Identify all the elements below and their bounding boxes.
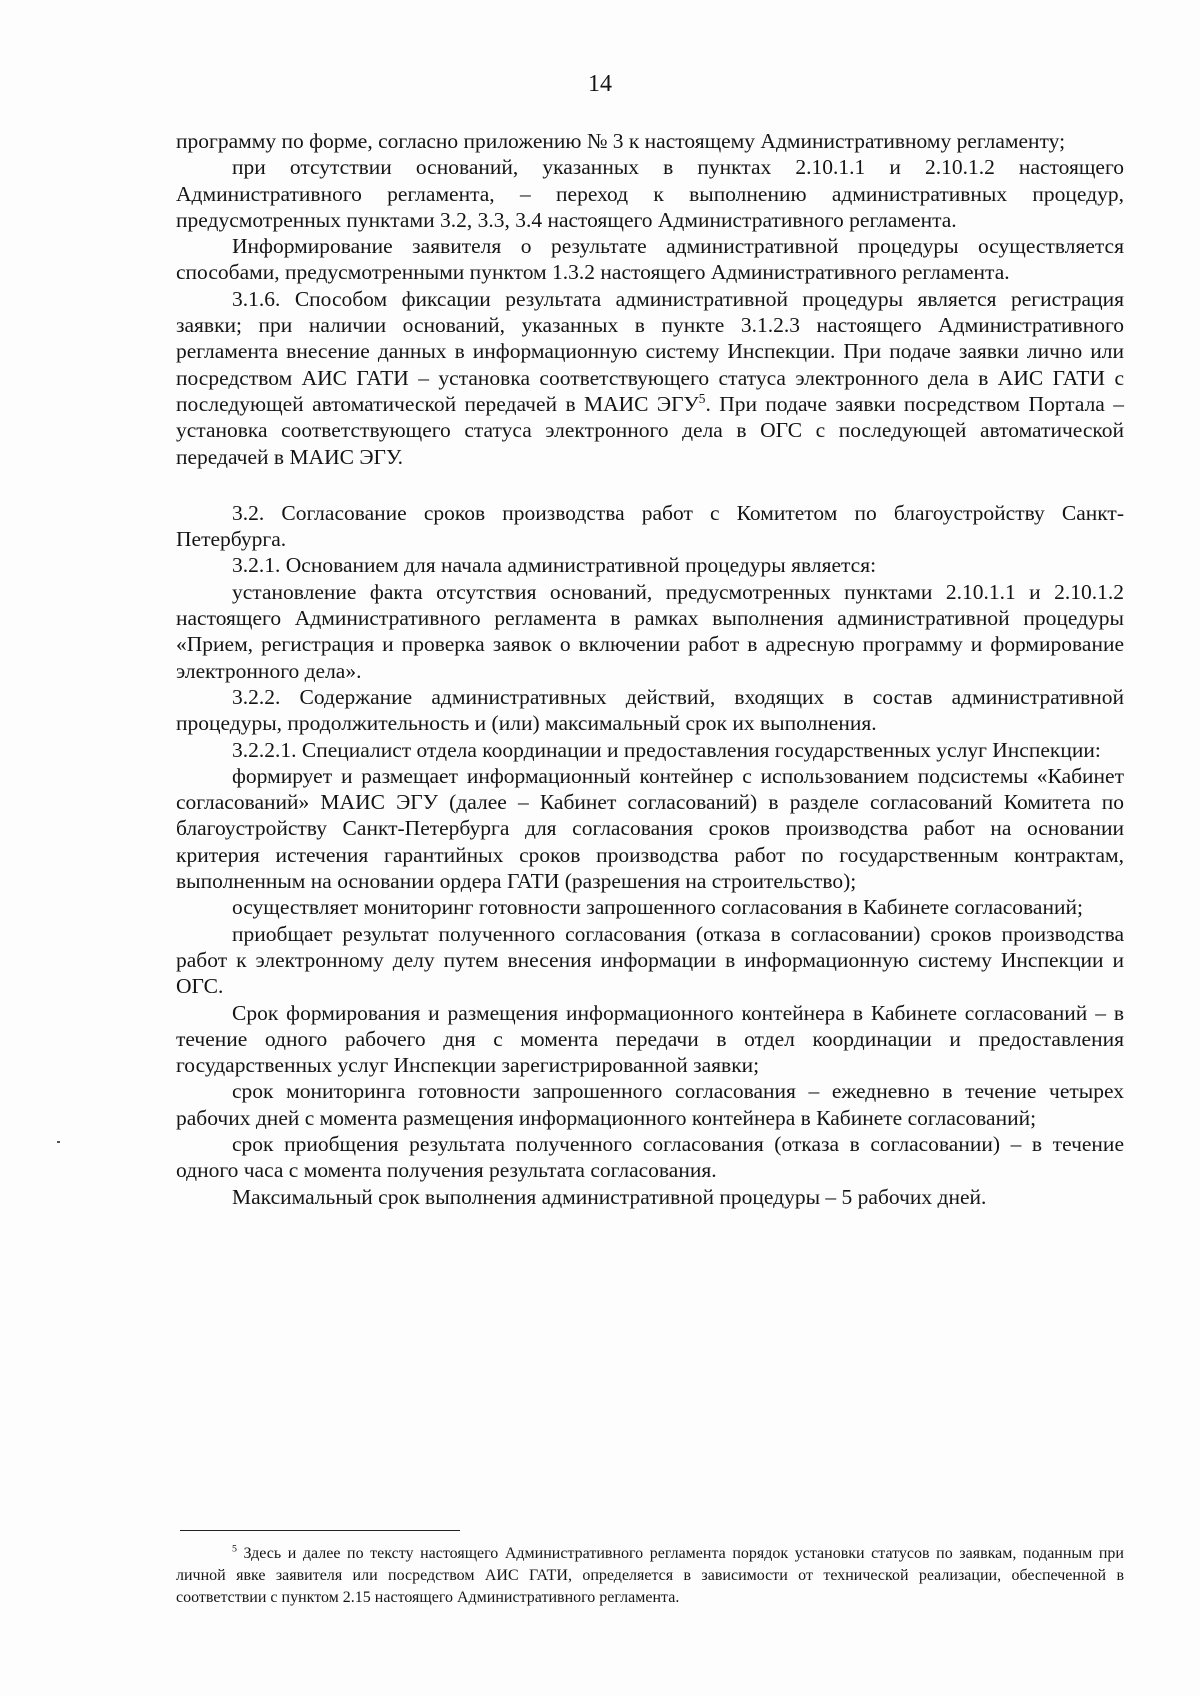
paragraph: 3.2.2. Содержание административных действий, входящих в состав административной процедуры, продолжительность и (или) максимальный срок их выполнения. [176,684,1124,736]
document-body [176,128,1124,1210]
section-gap [176,470,1124,500]
paragraph: Срок формирования и размещения информационного контейнера в Кабинете согласований – в течение одного рабочего дня с момента передачи в отдел координации и предоставления государственных услуг Инспекции зарегистрированной заявки; [176,1000,1124,1078]
scan-speck [57,1141,60,1143]
paragraph: Максимальный срок выполнения административной процедуры – 5 рабочих дней. [232,1184,987,1209]
paragraph: программу по форме, согласно приложению № 3 к настоящему Административному регламенту; [176,129,1066,153]
paragraph-text: 3.1.6. Способом фиксации результата административной процедуры является регистрация заявки; при наличии оснований, указанных в пункте 3.1.2.3 настоящего Административного регламента внесение данных в информационную систему Инспекции. При подаче заявки лично или посредством АИС ГАТИ – установка соответствующего статуса электронного дела в АИС ГАТИ с последующей автоматической передачей в МАИС ЭГУ [176,286,1124,416]
page-number: 14 [588,71,612,97]
paragraph-text-tail: . При подаче заявки посредством Портала – установка соответствующего статуса электронного дела в ОГС с последующей автоматической передачей в МАИС ЭГУ. [176,391,1124,469]
footnote [176,1543,1124,1609]
footnote-divider [180,1530,460,1531]
paragraph: установление факта отсутствия оснований, предусмотренных пунктами 2.10.1.1 и 2.10.1.2 настоящего Административного регламента в рамках выполнения административной процедуры «Прием, регистрация и проверка заявок о включении работ в адресную программу и формирование электронного дела». [176,579,1124,683]
paragraph: осуществляет мониторинг готовности запрошенного согласования в Кабинете согласований; [232,895,1083,920]
footnote-marker: 5 [232,1543,237,1555]
paragraph: срок мониторинга готовности запрошенного согласования – ежедневно в течение четырех рабочих дней с момента размещения информационного контейнера в Кабинете согласований; [176,1079,1124,1130]
paragraph: 3.2.2.1. Специалист отдела координации и предоставления государственных услуг Инспекции: [232,737,1101,762]
paragraph: приобщает результат полученного согласования (отказа в согласовании) сроков производства работ к электронному делу путем внесения информации в информационную систему Инспекции и ОГС. [176,921,1124,999]
paragraph: 3.2.1. Основанием для начала административной процедуры является: [232,553,877,578]
paragraph: при отсутствии оснований, указанных в пунктах 2.10.1.1 и 2.10.1.2 настоящего Административного регламента, – переход к выполнению административных процедур, предусмотренных пунктами 3.2, 3.3, 3.4 настоящего Административного регламента. [176,155,1124,232]
paragraph: формирует и размещает информационный контейнер с использованием подсистемы «Кабинет согласований» МАИС ЭГУ (далее – Кабинет согласований) в разделе согласований Комитета по благоустройству Санкт-Петербурга для согласования сроков производства работ на основании критерия истечения гарантийных сроков производства работ по государственным контрактам, выполненным на основании ордера ГАТИ (разрешения на строительство); [176,763,1124,894]
paragraph-3-1-6 [176,286,1124,470]
section-heading-3-2: 3.2. Согласование сроков производства работ с Комитетом по благоустройству Санкт-Петербурга. [176,500,1124,552]
paragraph: Информирование заявителя о результате административной процедуры осуществляется способами, предусмотренными пунктом 1.3.2 настоящего Административного регламента. [176,234,1124,285]
footnote-text: Здесь и далее по тексту настоящего Административного регламента порядок установки статусов по заявкам, поданным при личной явке заявителя или посредством АИС ГАТИ, определяется в зависимости от технической реализации, обеспеченной в соответствии с пунктом 2.15 настоящего Административного регламента. [176,1545,1124,1606]
paragraph: срок приобщения результата полученного согласования (отказа в согласовании) – в течение одного часа с момента получения результата согласования. [176,1131,1124,1183]
footnote-reference: 5 [698,390,706,406]
